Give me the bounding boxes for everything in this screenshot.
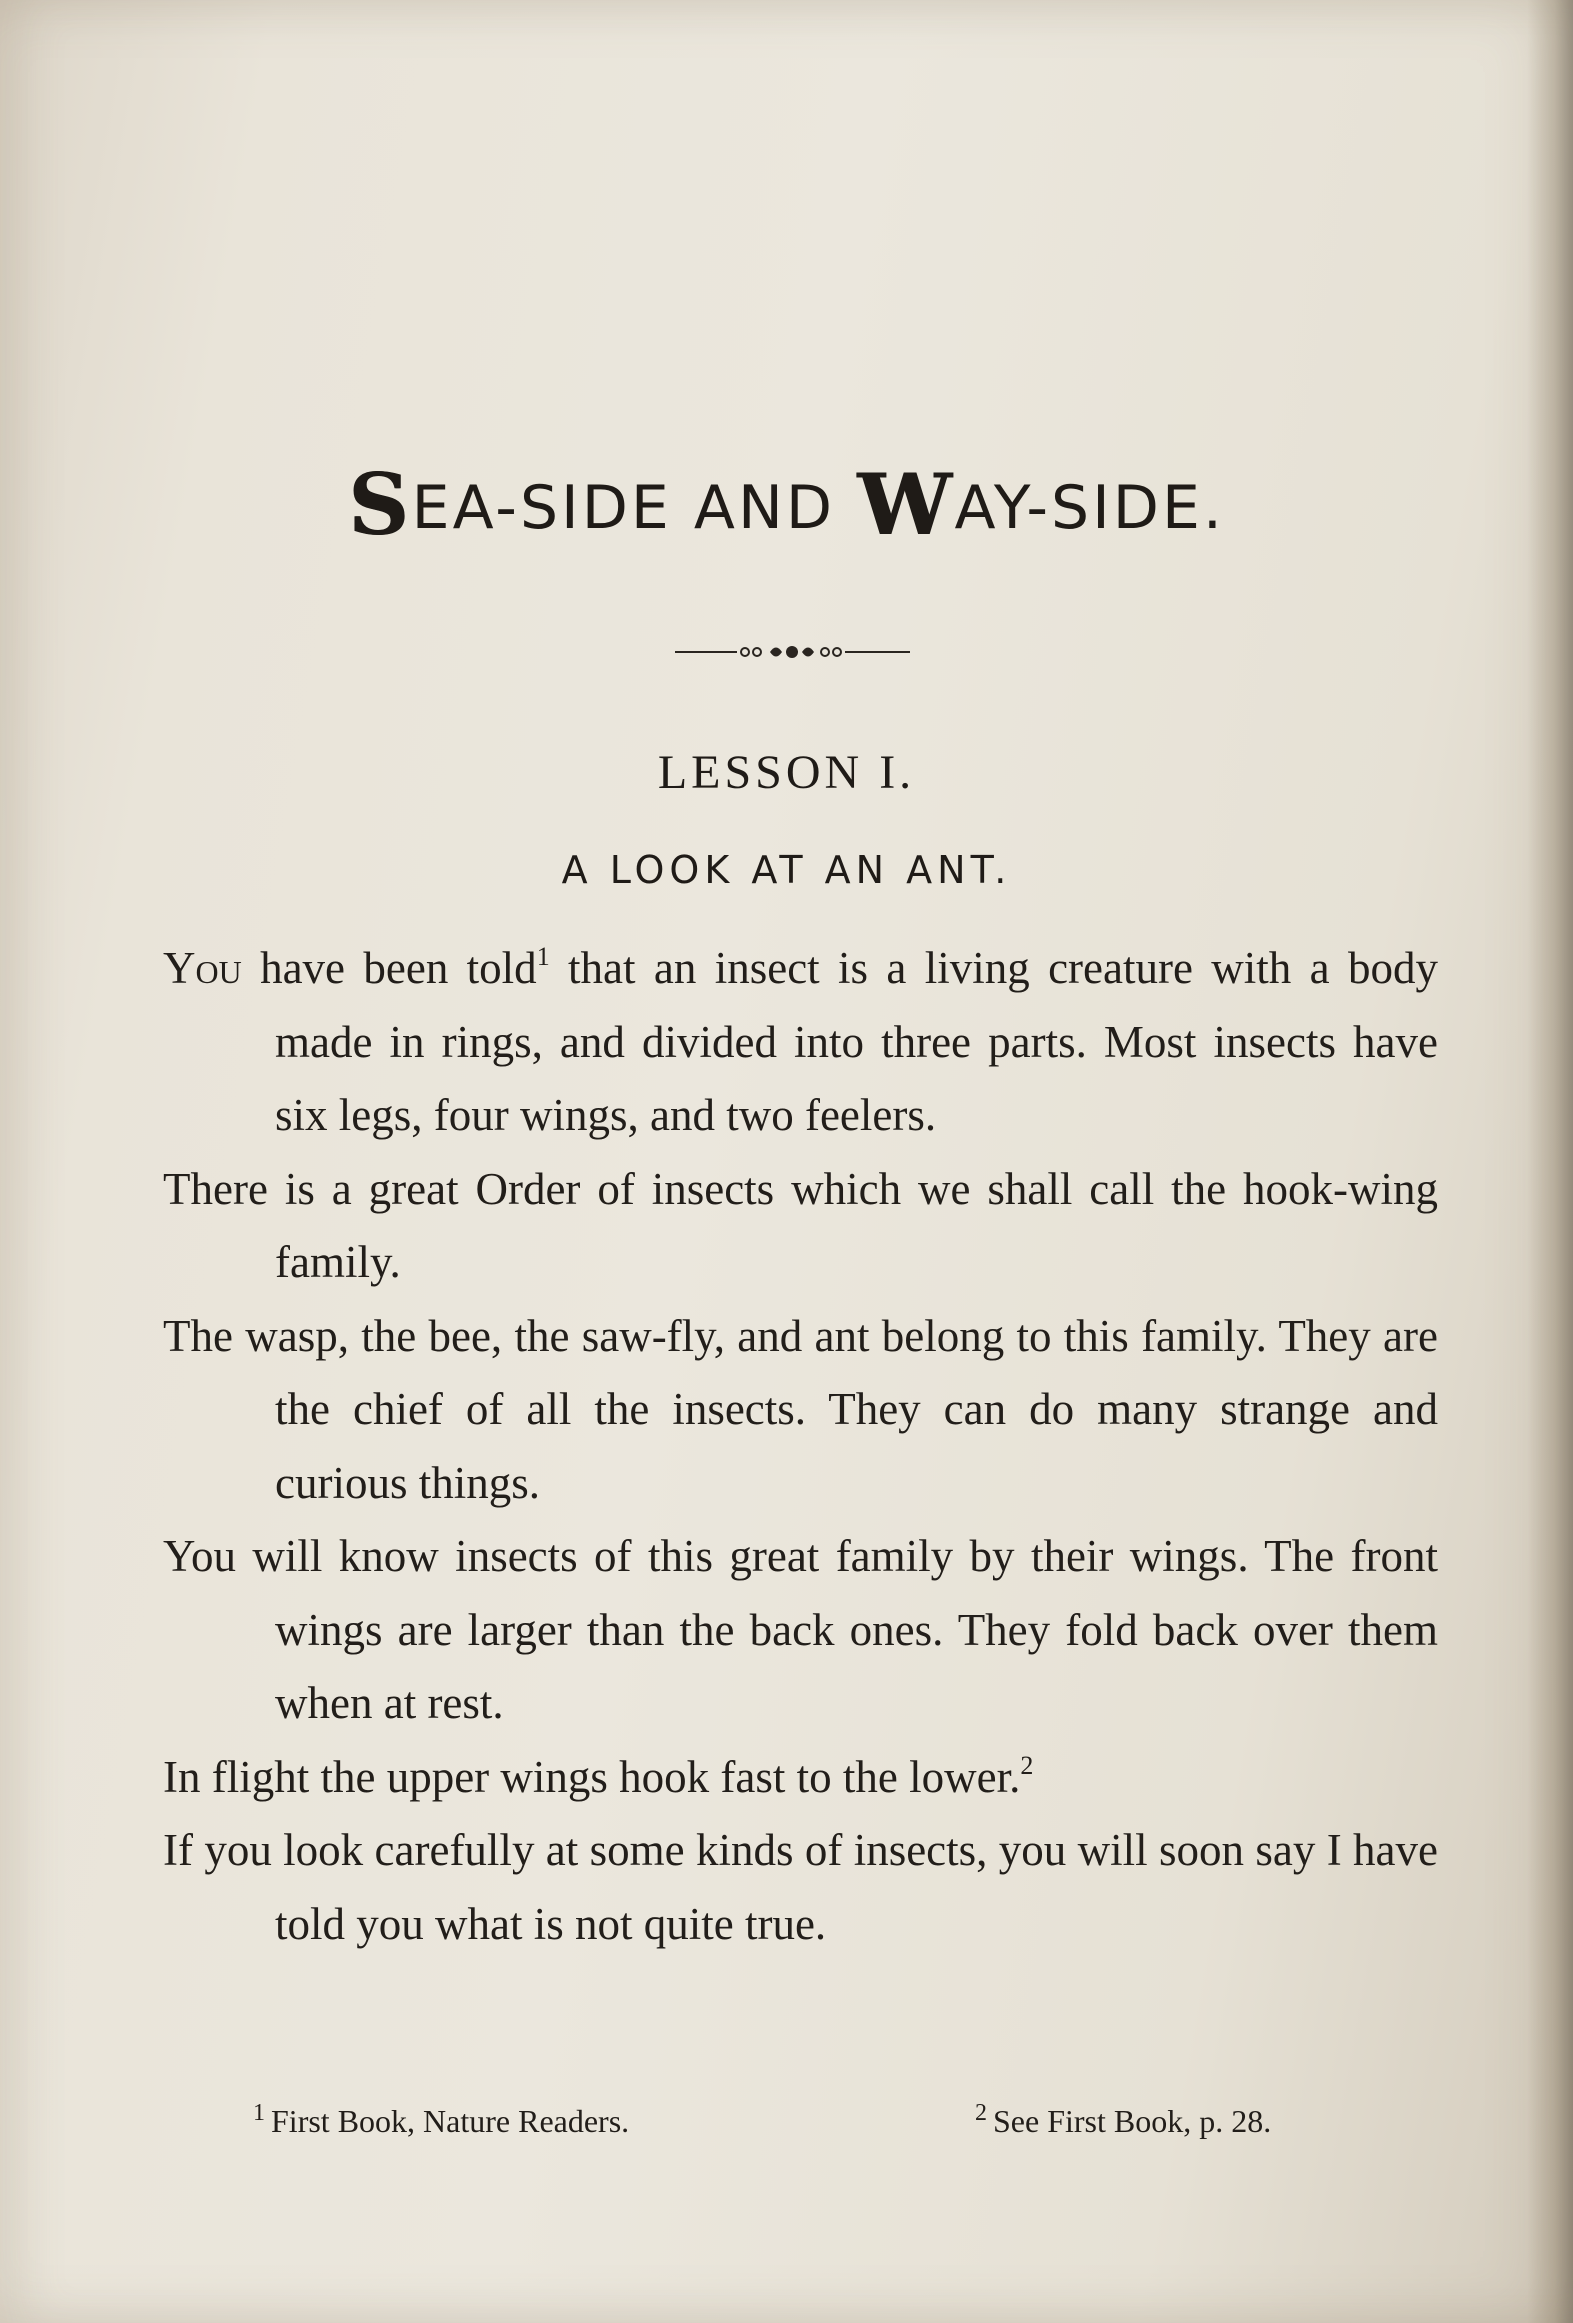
paragraph-lead-word: You xyxy=(163,943,242,993)
lesson-body xyxy=(163,932,1438,1961)
title-initial-s: S xyxy=(347,455,412,554)
title-part-1: EA-SIDE AND xyxy=(411,473,858,543)
footnote-ref-1: 1 xyxy=(536,942,550,971)
footnote-ref-2: 2 xyxy=(1020,1750,1034,1780)
lesson-subtitle: A LOOK AT AN ANT. xyxy=(561,848,1012,892)
ornament-divider xyxy=(675,640,910,664)
paragraph-5: In flight the upper wings hook fast to the lower.$^2$ xyxy=(163,1750,1034,1802)
footnote-2: $^2$ See First Book, p. 28. xyxy=(975,2100,1272,2139)
page-title xyxy=(0,455,1573,554)
lesson-heading: LESSON I. xyxy=(657,746,916,799)
paragraph-2: There is a great Order of insects which we shall call the hook-wing family. xyxy=(163,1163,1438,1287)
paragraph-6: If you look carefully at some kinds of insects, you will soon say I have told you what is not quite true. xyxy=(163,1825,1438,1949)
title-initial-w: W xyxy=(857,455,955,554)
footnote-1: $^1$ First Book, Nature Readers. xyxy=(253,2100,630,2139)
page-edge-shadow xyxy=(1527,0,1573,2323)
paragraph-3: The wasp, the bee, the saw-fly, and ant belong to this family. They are the chief of all the insects. They can do many strange and curious things. xyxy=(163,1310,1438,1508)
title-part-2: AY-SIDE. xyxy=(954,473,1225,543)
paragraph-4: You will know insects of this great family by their wings. The front wings are larger than the back ones. They fold back over them when at rest. xyxy=(163,1531,1438,1728)
paragraph-1: You have been told$^1$ that an insect is a living creature with a body made in rings, and divided into three parts. Most insects have six legs, four wings, and two feelers. xyxy=(163,942,1438,1140)
